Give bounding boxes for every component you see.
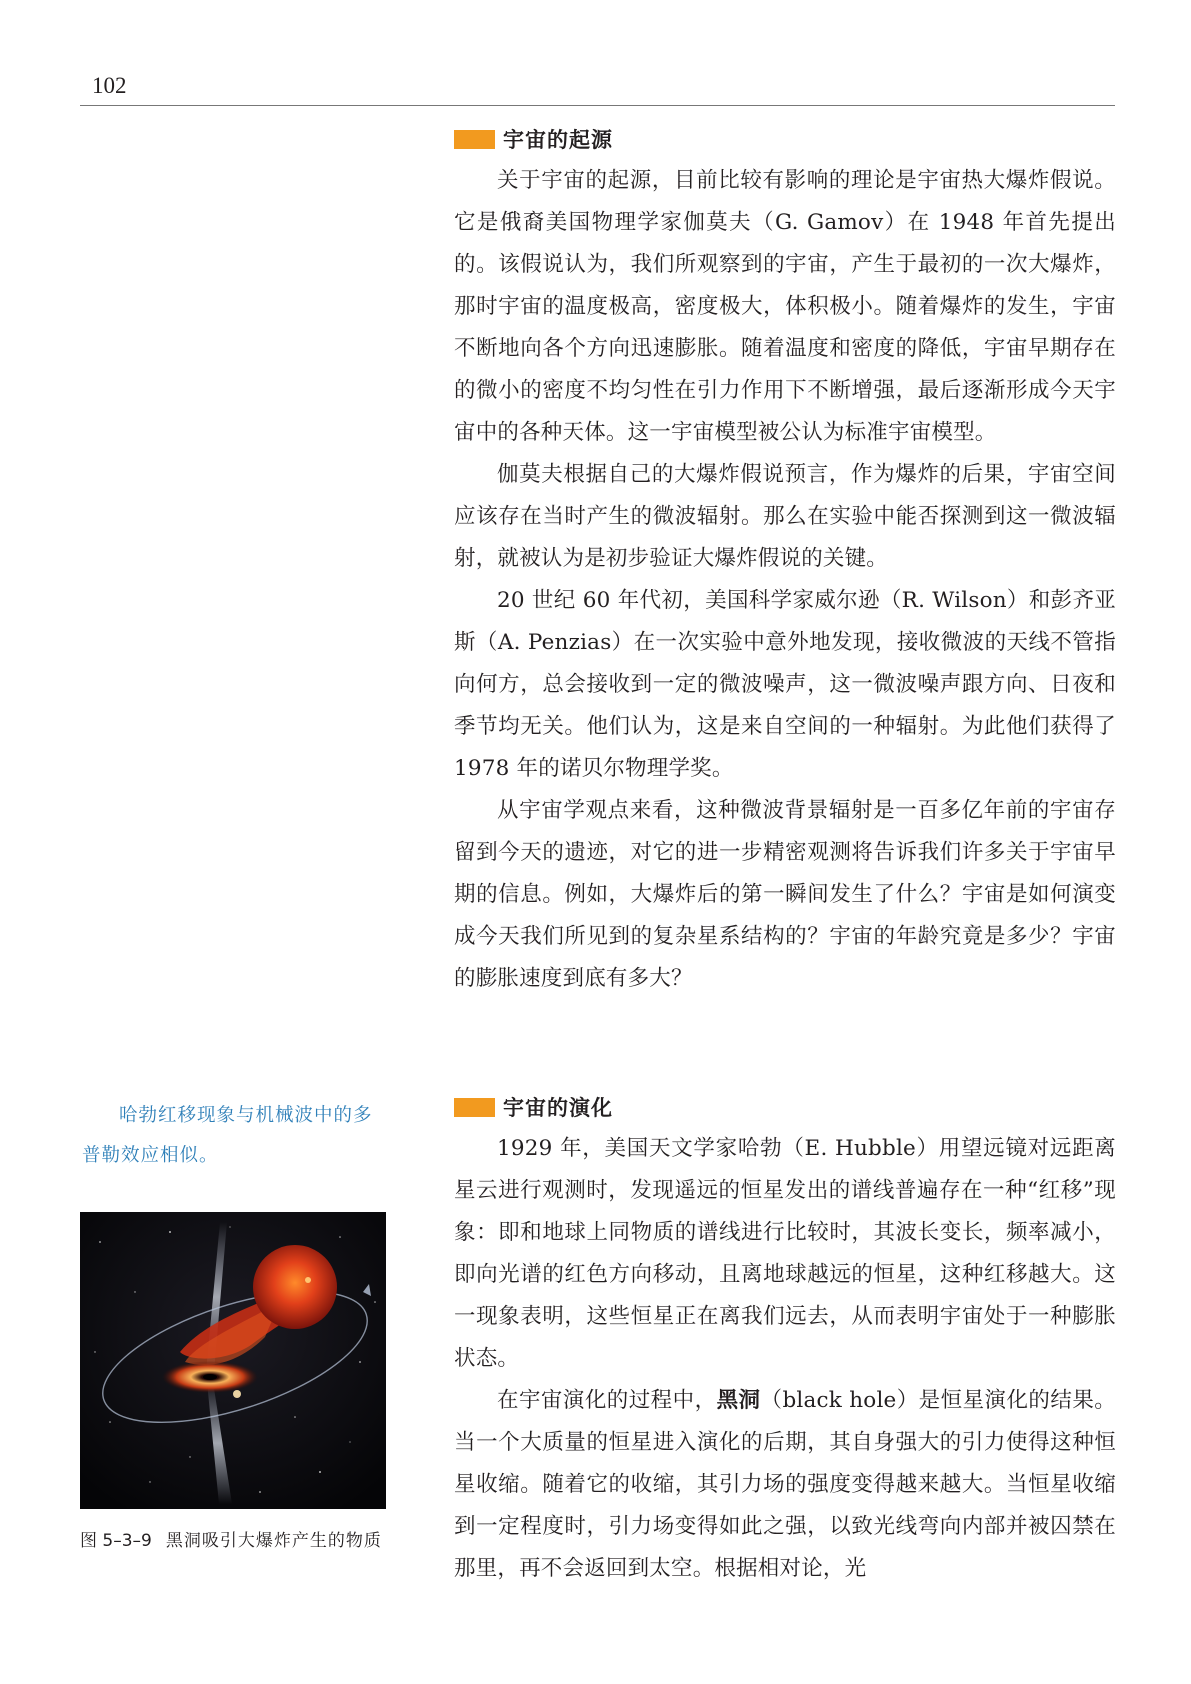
section-marker — [454, 130, 495, 149]
paragraph: 20 世纪 60 年代初，美国科学家威尔逊（R. Wilson）和彭齐亚斯（A. Penzias）在一次实验中意外地发现，接收微波的天线不管指向何方，总会接收到一定的微波噪声，这一微波噪声跟方向、日夜和季节均无关。他们认为，这是来自空间的一种辐射。为此他们获得了 1978 年的诺贝尔物理学奖。 — [454, 588, 1116, 781]
text-run: （black hole）是恒星演化的结果。当一个大质量的恒星进入演化的后期，其自身强大的引力使得这种恒星收缩。随着它的收缩，其引力场的强度变得越来越大。当恒星收缩到一定程度时，引力场变得如此之强，以致光线弯向内部并被囚禁在那里，再不会返回到太空。根据相对论，光 — [454, 1388, 1116, 1581]
section-heading-origin — [454, 124, 613, 154]
section-heading-evolution — [454, 1092, 613, 1122]
black-hole-illustration — [80, 1212, 386, 1509]
header-rule — [80, 105, 1115, 106]
section-title: 宇宙的演化 — [503, 1096, 613, 1120]
key-term: 黑洞 — [716, 1388, 761, 1413]
section-title: 宇宙的起源 — [503, 128, 613, 152]
figure-caption — [80, 1522, 390, 1560]
paragraph: 伽莫夫根据自己的大爆炸假说预言，作为爆炸的后果，宇宙空间应该存在当时产生的微波辐射。那么在实验中能否探测到这一微波辐射，就被认为是初步验证大爆炸假说的关键。 — [454, 462, 1116, 571]
section-marker — [454, 1098, 495, 1117]
paragraph: 1929 年，美国天文学家哈勃（E. Hubble）用望远镜对远距离星云进行观测时，发现遥远的恒星发出的谱线普遍存在一种“红移”现象：即和地球上同物质的谱线进行比较时，其波长变长，频率减小，即向光谱的红色方向移动，且离地球越远的恒星，这种红移越大。这一现象表明，这些恒星正在离我们远去，从而表明宇宙处于一种膨胀状态。 — [454, 1136, 1116, 1371]
paragraph: 关于宇宙的起源，目前比较有影响的理论是宇宙热大爆炸假说。它是俄裔美国物理学家伽莫夫（G. Gamov）在 1948 年首先提出的。该假说认为，我们所观察到的宇宙，产生于最初的一次大爆炸，那时宇宙的温度极高，密度极大，体积极小。随着爆炸的发生，宇宙不断地向各个方向迅速膨胀。随着温度和密度的降低，宇宙早期存在的微小的密度不均匀性在引力作用下不断增强，最后逐渐形成今天宇宙中的各种天体。这一宇宙模型被公认为标准宇宙模型。 — [454, 168, 1116, 445]
figure-caption-text: 黑洞吸引大爆炸产生的物质 — [165, 1531, 382, 1551]
paragraph-black-hole — [454, 1380, 1116, 1590]
figure-label: 图 5–3–9 — [80, 1531, 152, 1551]
figure-black-hole-image — [80, 1212, 386, 1509]
paragraph: 从宇宙学观点来看，这种微波背景辐射是一百多亿年前的宇宙存留到今天的遗迹，对它的进一步精密观测将告诉我们许多关于宇宙早期的信息。例如，大爆炸后的第一瞬间发生了什么？宇宙是如何演变成今天我们所见到的复杂星系结构的？宇宙的年龄究竟是多少？宇宙的膨胀速度到底有多大？ — [454, 798, 1116, 991]
section-body-evolution — [454, 1128, 1116, 1590]
section-body-origin — [454, 160, 1116, 1000]
side-note: 哈勃红移现象与机械波中的多普勒效应相似。 — [82, 1105, 373, 1166]
page-number: 102 — [92, 73, 127, 98]
text-run: 在宇宙演化的过程中， — [497, 1388, 717, 1413]
